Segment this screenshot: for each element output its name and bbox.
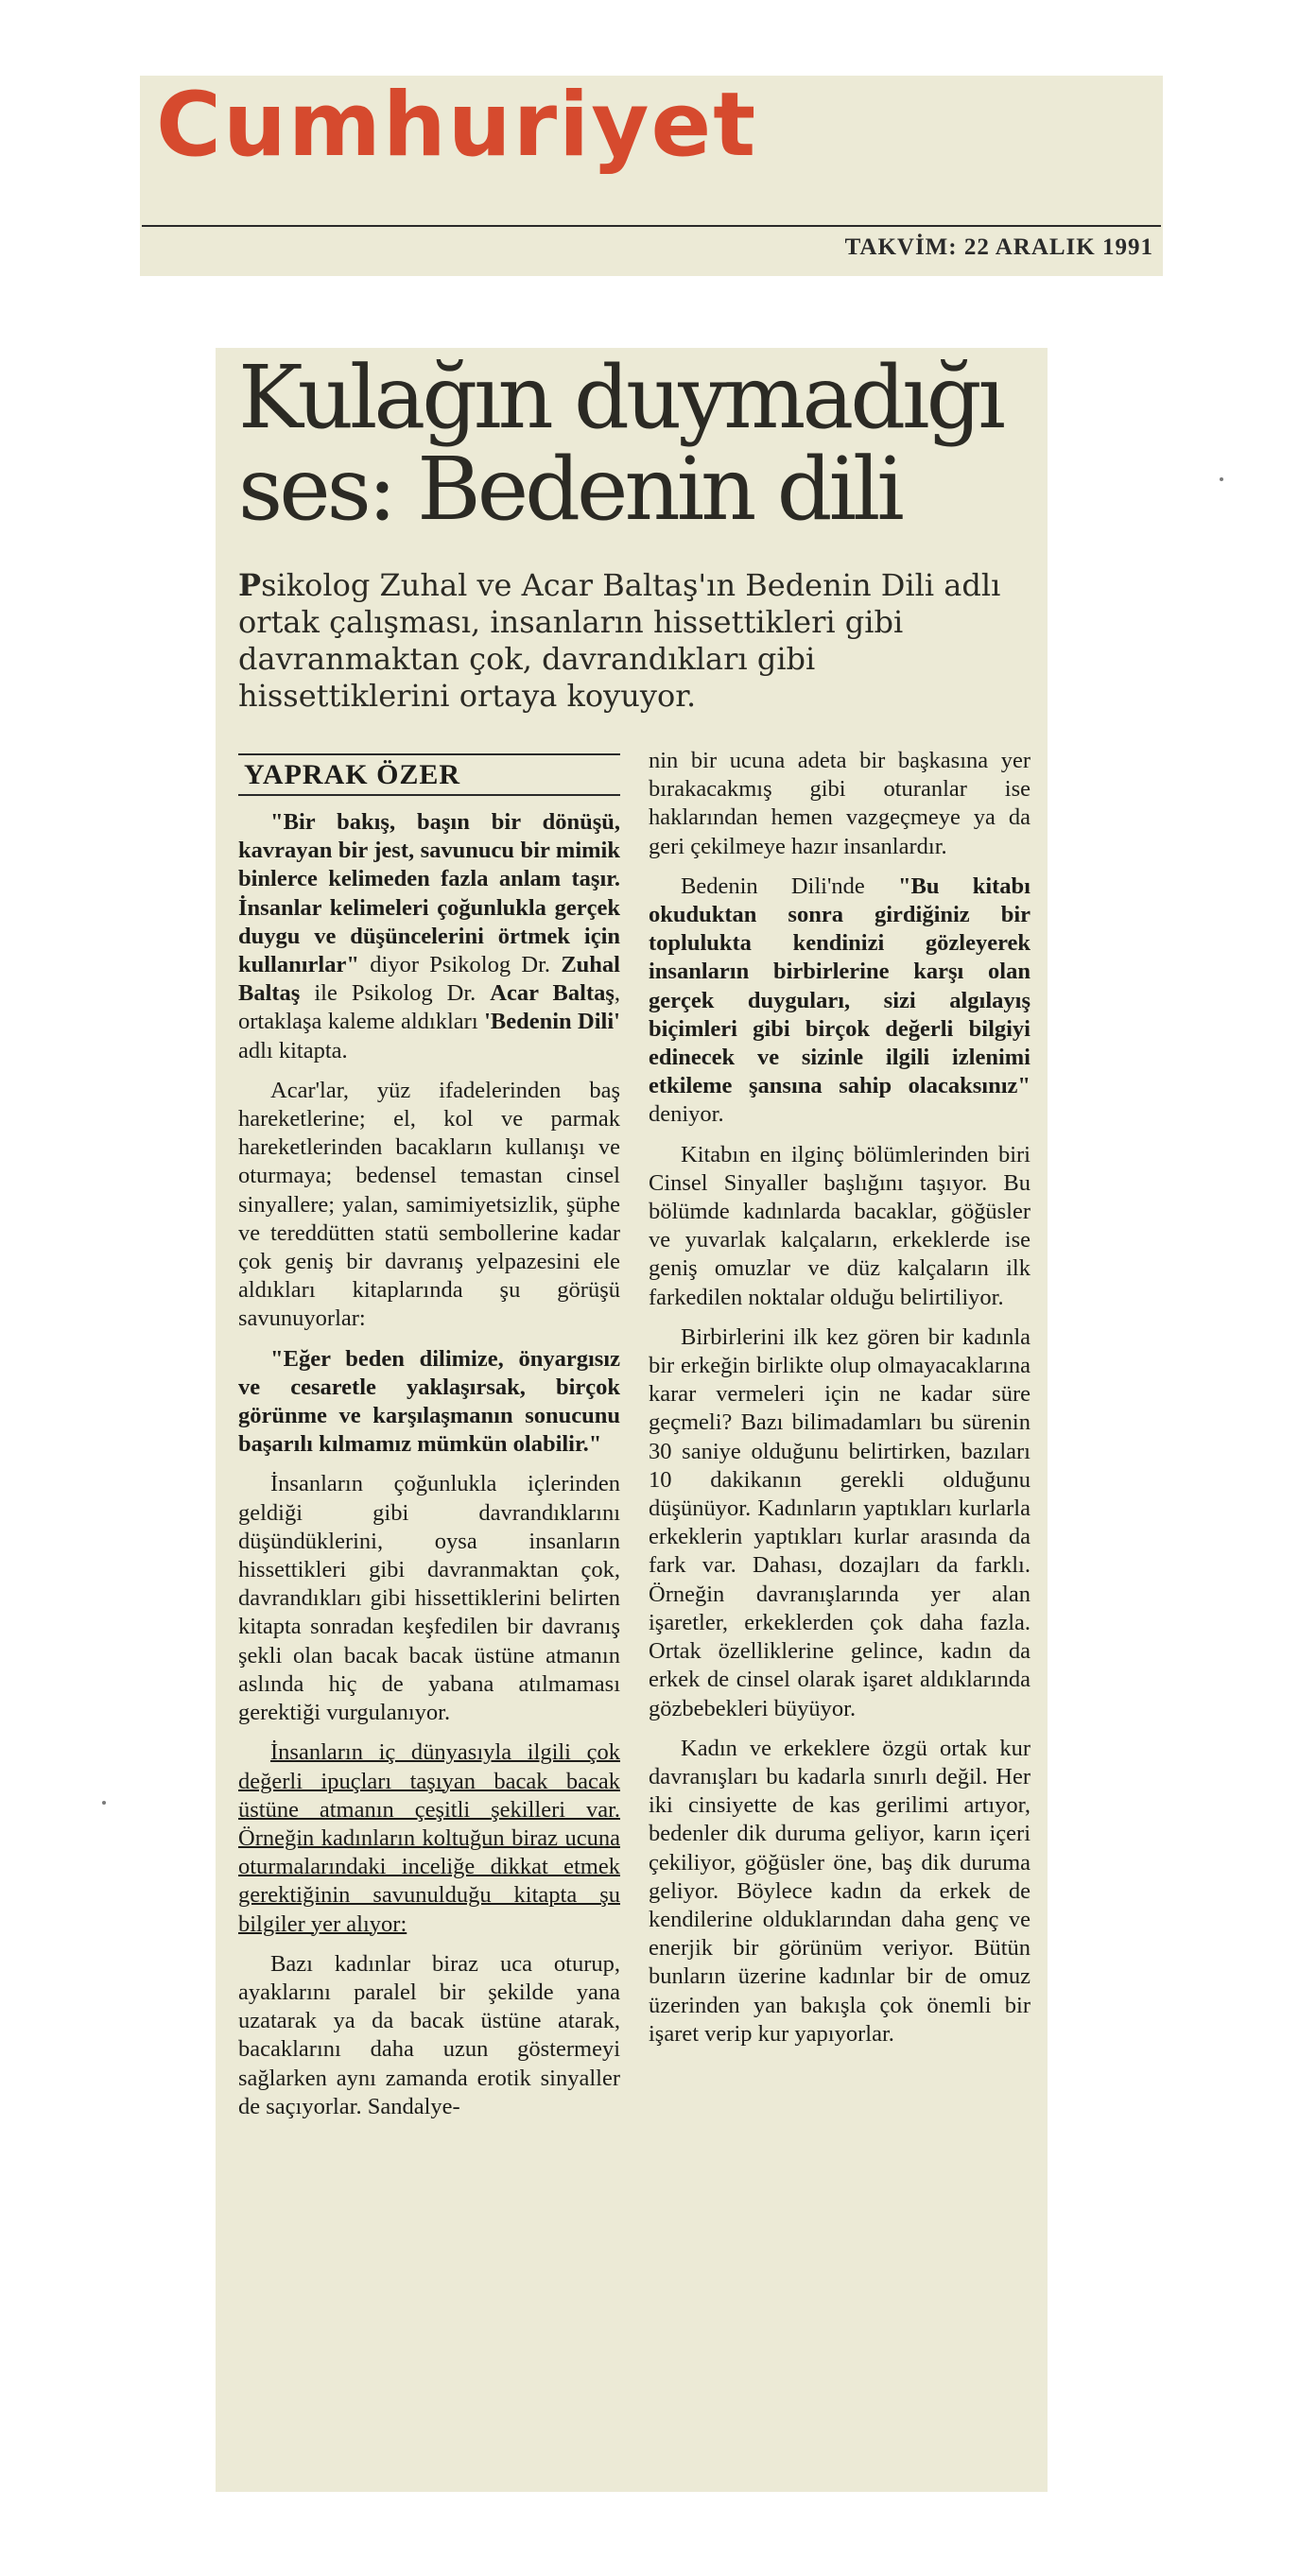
paragraph-5: İnsanların iç dünyasıyla ilgili çok değerli ipuçları taşıyan bacak bacak üstüne atmanın çeşitli şekilleri var. Örneğin kadınların koltuğun biraz ucuna oturmalarındaki inceliğe dikkat etmek gerektiğinin savunulduğu kitapta şu bilgiler yer alıyor: xyxy=(238,1739,620,1937)
paragraph-text: adlı kitapta. xyxy=(238,1037,348,1063)
column-2 xyxy=(649,747,1031,2060)
name-bold: Zuhal Baltaş xyxy=(238,952,620,1007)
newspaper-logo: Cumhuriyet xyxy=(156,74,758,177)
masthead-rule xyxy=(142,225,1161,227)
lede xyxy=(238,567,1023,715)
byline-rule-bottom xyxy=(238,794,620,796)
paragraph-1 xyxy=(238,808,620,1065)
quote-bold: "Bu kitabı okuduktan sonra girdiğiniz bir toplulukta kendinizi gözleyerek insanların birbirlerine karşı olan gerçek duyguları, sizi algılayış biçimleri gibi birçok değerli bilgiyi edinecek ve sizinle ilgili izlenimi etkileme şansına sahip olacaksınız" xyxy=(649,873,1031,1099)
paragraph-10: Birbirlerini ilk kez gören bir kadınla bir erkeğin birlikte olup olmayacaklarına karar vermeleri için ne kadar süre geçmeli? Bazı bilimadamları bu sürenin 30 saniye olduğunu belirtirken, bazıları 10 dakikanın gerekli olduğunu düşünüyor. Kadınların yaptıkları kurlarla erkeklerin yaptıkları kurlar arasında da fark var. Dahası, dozajları da farklı. Örneğin davranışlarında yer alan işaretler, erkeklerden çok daha fazla. Ortak özelliklerine gelince, kadın da erkek de cinsel olarak işaret aldıklarında gözbebekleri büyüyor. xyxy=(649,1323,1031,1721)
column-1 xyxy=(238,808,620,2133)
paragraph-7: nin bir ucuna adeta bir başkasına yer bırakacakmış gibi oturanlar ise haklarından hemen vazgeçmeye ya da geri çekilmeye hazır insanlardır. xyxy=(649,748,1031,859)
paragraph-text: diyor Psikolog Dr. xyxy=(358,952,562,978)
date-line: TAKVİM: 22 ARALIK 1991 xyxy=(844,234,1153,260)
paragraph-11: Kadın ve erkeklere özgü ortak kur davranışları bu kadarla sınırlı değil. Her iki cinsiyette de kas gerilimi artıyor, bedenler dik duruma geliyor, karın içeri çekiliyor, göğüsler öne, baş dik duruma geliyor. Böylece kadın da erkek de kendilerine olduklarından daha genç ve enerjik bir görünüm veriyor. Bütün bunların üzerine kadınlar bir de omuz üzerinden yan bakışla çok önemli bir işaret verip kur yapıyorlar. xyxy=(649,1735,1031,2047)
paragraph-6: Bazı kadınlar biraz uca oturup, ayaklarını paralel bir şekilde yana uzatarak ya da bacak üstüne atarak, bacaklarını daha uzun göstermeyi sağlarken aynı zamanda erotik sinyaller de saçıyorlar. Sandalye- xyxy=(238,1950,620,2119)
name-bold: Acar Baltaş xyxy=(490,980,615,1007)
book-title-bold: 'Bedenin Dili' xyxy=(484,1009,620,1035)
scan-speck xyxy=(1220,477,1223,481)
scan-speck xyxy=(102,1801,106,1805)
headline: Kulağın duymadığı ses: Bedenin dili xyxy=(238,347,1002,540)
lede-initial: P xyxy=(238,567,262,603)
quote-bold: "Eğer beden dilimize, önyargısız ve cesaretle yaklaşırsak, birçok görünme ve karşılaşmanın sonucunu başarılı kılmamız mümkün olabilir." xyxy=(238,1345,620,1458)
paragraph-text: deniyor. xyxy=(649,1101,724,1128)
paragraph-4: İnsanların çoğunlukla içlerinden geldiği gibi davrandıklarını düşündüklerini, oysa insanların hissettikleri gibi davranmaktan çok, davrandıkları gibi hissettiklerini belirten kitapta sonradan keşfedilen bir davranış şekli olan bacak bacak üstüne atmanın aslında hiç de yabana atılmaması gerektiği vurgulanıyor. xyxy=(238,1471,620,1726)
paragraph-text: ile Psikolog Dr. xyxy=(300,980,491,1007)
paragraph-text: , ortaklaşa kaleme aldıkları xyxy=(238,980,621,1035)
paragraph-9: Kitabın en ilginç bölümlerinden biri Cinsel Sinyaller başlığını taşıyor. Bu bölümde kadınlarda bacaklar, göğüsler ve yuvarlak kalçaların, erkeklerde ise geniş omuzlar ve düz kalçaların ilk farkedilen noktalar olduğu belirtiliyor. xyxy=(649,1141,1031,1310)
paragraph-2: Acar'lar, yüz ifadelerinden baş hareketlerine; el, kol ve parmak hareketlerinden bacakların kullanışı ve oturmaya; bedensel temastan cinsel sinyallere; yalan, samimiyetsizlik, şüphe ve tereddütten statü sembollerine kadar çok geniş bir davranış yelpazesini ele aldıkları kitaplarında şu görüşü savunuyorlar: xyxy=(238,1077,620,1332)
quote-bold: "Bir bakış, başın bir dönüşü, kavrayan bir jest, savunucu bir mimik binlerce kelimeden fazla anlam taşır. İnsanlar kelimeleri çoğunlukla gerçek duygu ve düşüncelerini örtmek için kullanırlar" xyxy=(238,809,620,978)
paragraph-3-quote xyxy=(238,1345,620,1460)
paragraph-text: Bedenin Dili'nde xyxy=(681,873,898,899)
byline-rule-top xyxy=(238,753,620,755)
byline: YAPRAK ÖZER xyxy=(244,759,461,790)
lede-text: sikolog Zuhal ve Acar Baltaş'ın Bedenin Dili adlı ortak çalışması, insanların hissettikleri gibi davranmaktan çok, davrandıkları gibi hissettiklerini ortaya koyuyor. xyxy=(238,567,1001,714)
paragraph-8 xyxy=(649,873,1031,1130)
